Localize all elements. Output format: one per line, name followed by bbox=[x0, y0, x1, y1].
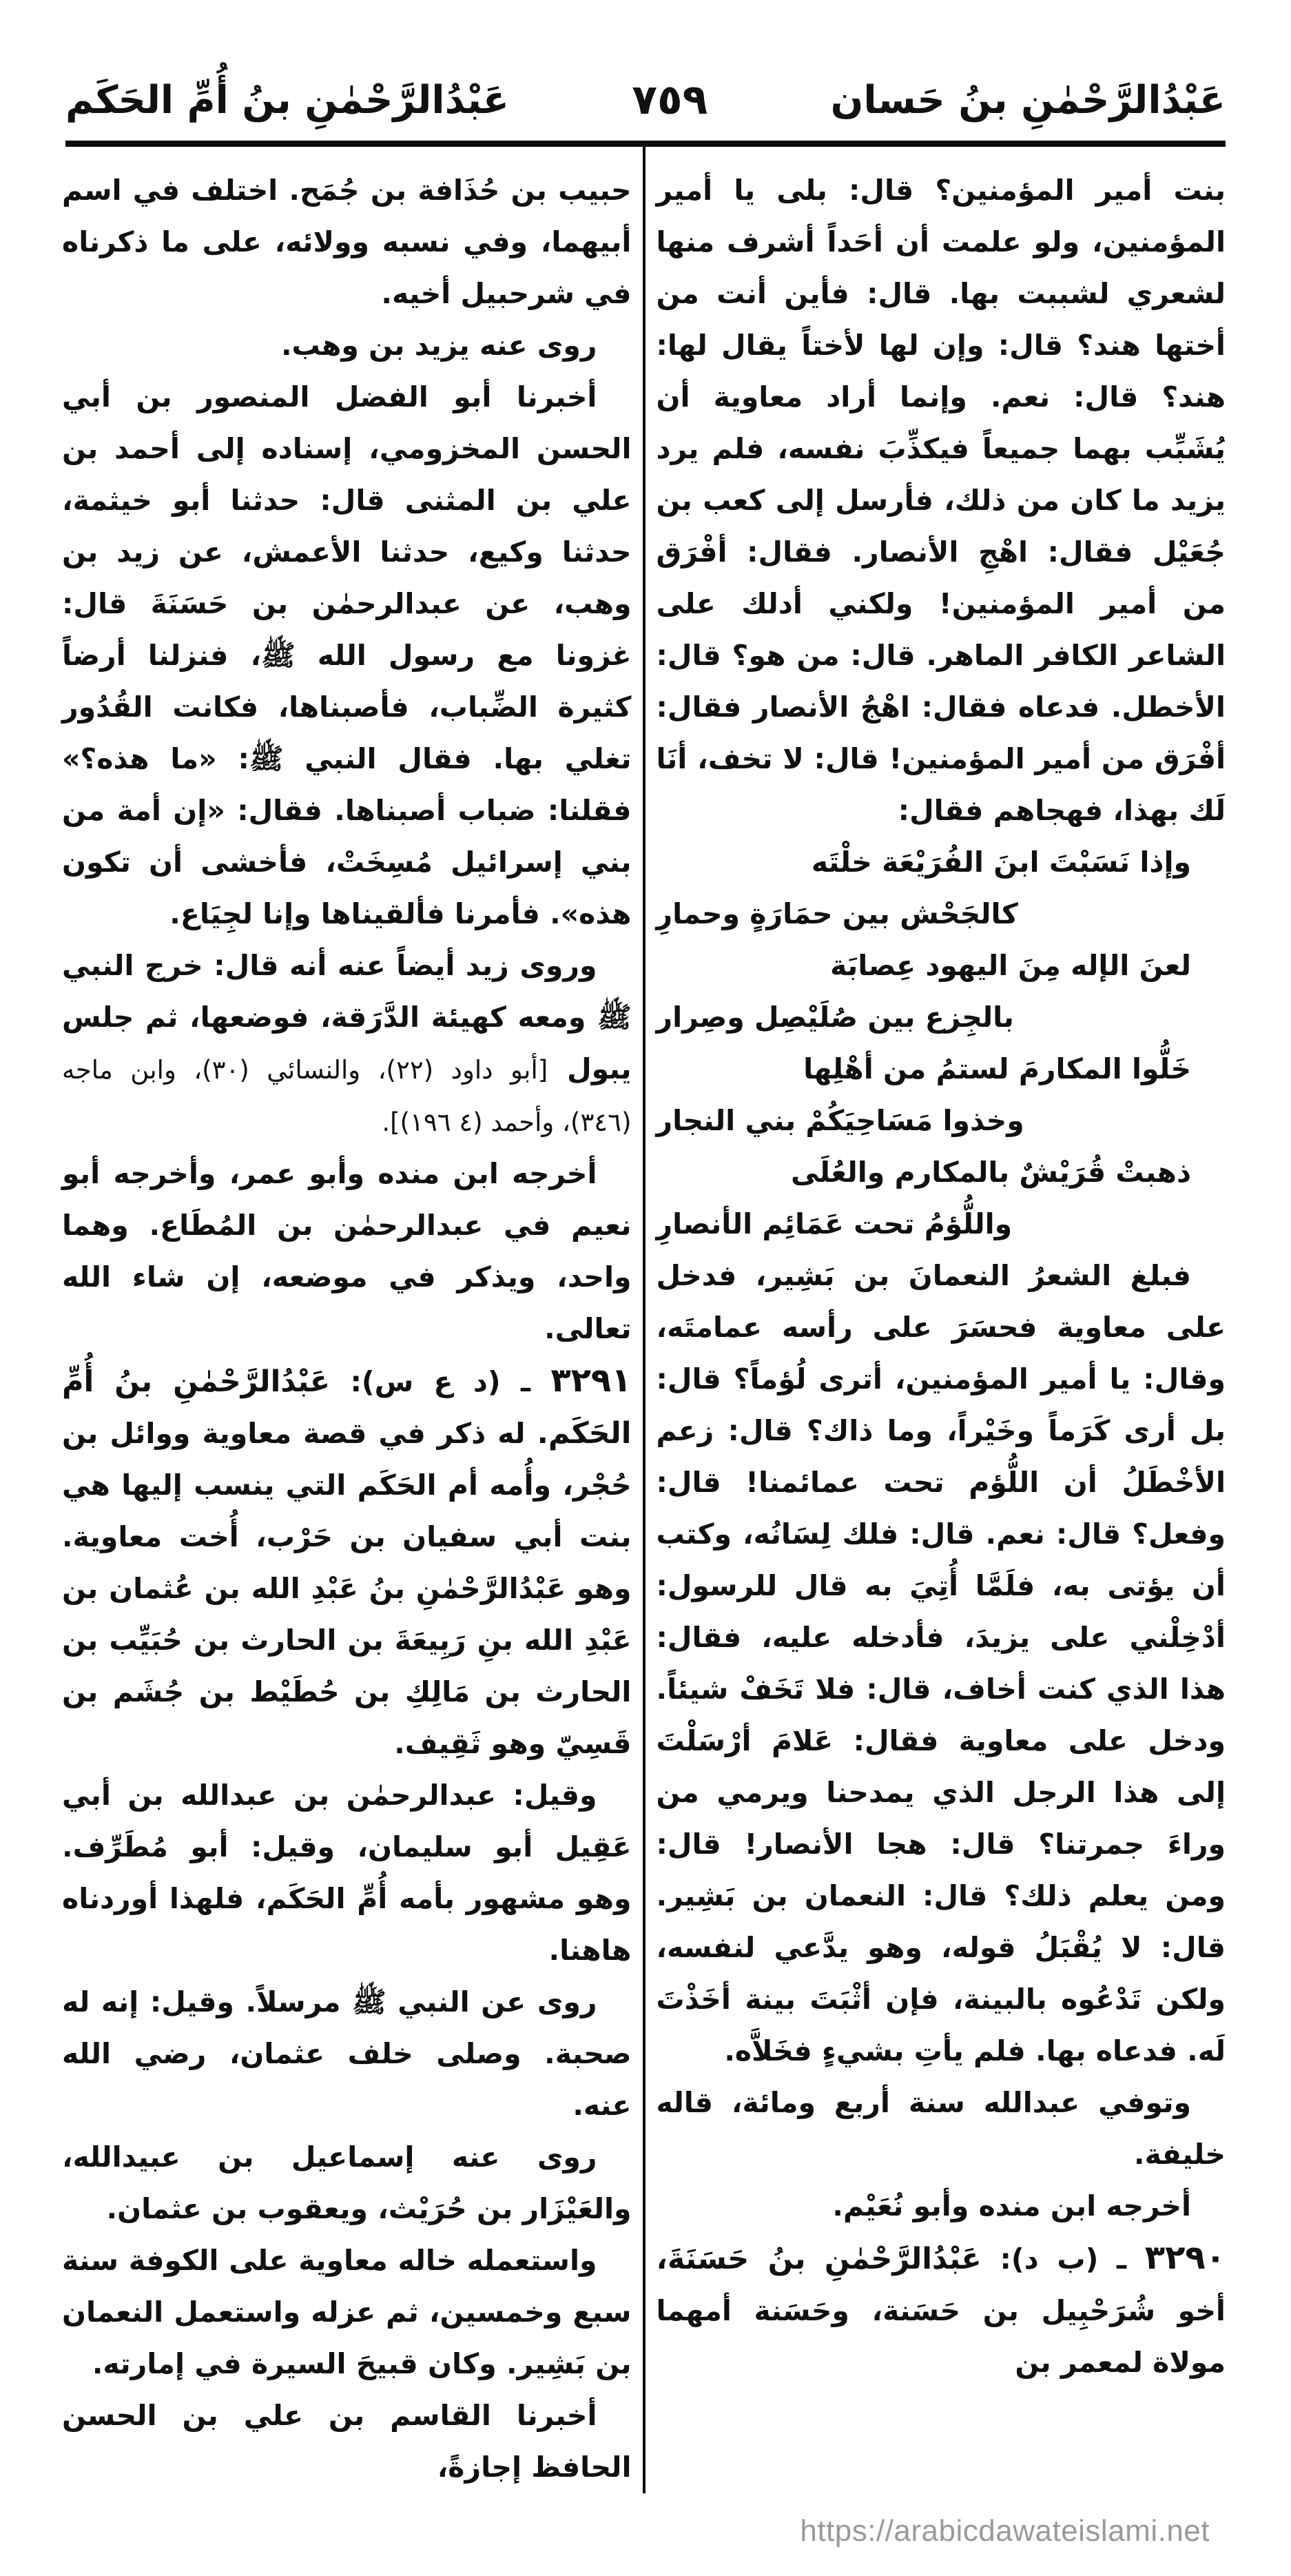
entry-number: ٣٢٩٠ bbox=[1144, 2238, 1226, 2277]
entry-text: له ذكر في قصة معاوية ووائل بن حُجْر، وأُمه أم الحَكَم التي ينسب إليها هي بنت أبي سفيان بن حَرْب، أُخت معاوية. وهو عَبْدُالرَّحْمٰنِ بنُ عَبْدِ الله بن عُثمان بن عَبْدِ الله بنِ رَبِيعَةَ بن الحارث بن حُبَيِّب بن الحارث بن مَالِكِ بن حُطَيْط بن جُشَم بن قَسِيّ وهو ثَقِيف. bbox=[62, 1417, 632, 1760]
header-rule bbox=[65, 141, 1226, 147]
entry-text: أخو شُرَحْبِيل بن حَسَنة، وحَسَنة أمهما مولاة لمعمر بن bbox=[656, 2294, 1226, 2379]
paragraph: وتوفي عبدالله سنة أربع ومائة، قاله خليفة. bbox=[656, 2086, 1226, 2171]
paragraph: روى عنه يزيد بن وهب. bbox=[280, 329, 597, 362]
verse-line bbox=[657, 1043, 1226, 1095]
hemistich: خَلُّوا المكارمَ لستمُ من أهْلِها bbox=[803, 1052, 1191, 1085]
entry-sigla: ـ (ب د): bbox=[1000, 2242, 1127, 2276]
narration-text: فأمرنا فألقيناها وإنا لجِيَاع. bbox=[169, 897, 540, 930]
hemistich: كالجَحْش بين حمَارَةٍ وحمارِ bbox=[656, 897, 1018, 930]
hemistich: لعنَ الإله مِنَ اليهود عِصابَة bbox=[830, 949, 1191, 982]
verse-line bbox=[657, 1198, 1226, 1250]
narration-text: فقلنا: ضباب أصبناها. فقال: bbox=[237, 794, 632, 827]
paragraph: فبلغ الشعرُ النعمانَ بن بَشِير، فدخل على معاوية فحسَرَ على رأسه عمامتَه، وقال: يا أمير المؤمنين، أترى لُؤماً؟ قال: بل أرى كَرَماً وخَيْراً، وما ذاك؟ قال: زعم الأخْطَلُ أن اللُّؤم تحت عمائمنا! قال: وفعل؟ قال: نعم. قال: فلك لِسَانُه، وكتب أن يؤتى به، فلَمَّا أُتِيَ به قال للرسول: أدْخِلْني على يزيدَ، فأدخله عليه، فقال: هذا الذي كنت أخاف، قال: فلا تَخَفْ شيئاً. ودخل على معاوية فقال: عَلامَ أرْسَلْتَ إلى هذا الرجل الذي يمدحنا ويرمي من وراءَ جمرتنا؟ قال: هجا الأنصار! قال: ومن يعلم ذلك؟ قال: النعمان بن بَشِير. قال: لا يُقْبَلُ قوله، وهو يدَّعي لنفسه، ولكن تَدْعُوه بالبينة، فإن أثْبَتَ بينة أخَذْتَ لَه. فدعاه بها. فلم يأتِ بشيءٍ فخَلاَّه. bbox=[656, 1259, 1226, 2067]
two-column-body bbox=[62, 147, 1226, 2493]
reference-citation: [أبو داود (٢٢)، والنسائي (٣٠)، وابن ماجه (٣٤٦)، وأحمد (٤ ١٩٦)]. bbox=[62, 1055, 632, 1137]
hemistich: واللُّؤمُ تحت عَمَائِم الأنصارِ bbox=[656, 1207, 1013, 1240]
hadith-paragraph bbox=[62, 371, 632, 940]
paragraph: روى عن النبي ﷺ مرسلاً. وقيل: إنه له صحبة. وصلى خلف عثمان، رضي الله عنه. bbox=[62, 1985, 632, 2122]
hemistich: بالجِزع بين صُلَيْصِل وصِرار bbox=[656, 1001, 1014, 1034]
entry-name: عَبْدُالرَّحْمٰنِ بنُ أُمِّ الحَكَم. bbox=[62, 1364, 632, 1451]
paragraph: بنت أمير المؤمنين؟ قال: بلى يا أمير المؤمنين، ولو علمت أن أحَداً أشرف منها لشعري لشببت بها. قال: فأين أنت من أختها هند؟ قال: وإن لها لأختاً يقال لها: هند؟ قال: نعم. وإنما أراد معاوية أن يُشَبِّب بهما جميعاً فيكذِّبَ نفسه، فلم يرد يزيد ما كان من ذلك، فأرسل إلى كعب بن جُعَيْل فقال: اهْجِ الأنصار. فقال: أفْرَق من أمير المؤمنين! ولكني أدلك على الشاعر الكافر الماهر. قال: من هو؟ قال: الأخطل. فدعاه فقال: اهْجُ الأنصار فقال: أفْرَق من أمير المؤمنين! قال: لا تخف، أنَا لَك بهذا، فهجاهم فقال: bbox=[656, 174, 1226, 827]
entry-3291 bbox=[62, 1355, 632, 1770]
hemistich: ذهبتْ قُرَيْشٌ بالمكارم والعُلَى bbox=[791, 1156, 1191, 1189]
hadith-quote: «إن أمة من بني إسرائيل مُسِخَتْ، فأخشى أن تكون هذه». bbox=[62, 794, 632, 930]
verse-line bbox=[657, 888, 1226, 940]
paragraph: روى عنه إسماعيل بن عبيدالله، والعَيْزَار بن حُرَيْث، ويعقوب بن عثمان. bbox=[62, 2140, 632, 2225]
verse-line bbox=[657, 1095, 1226, 1147]
entry-number: ٣٢٩١ bbox=[550, 1361, 632, 1400]
entry-3290 bbox=[657, 2232, 1226, 2389]
hemistich: وإذا نَسَبْتَ ابنَ الفُرَيْعَة خلْتَه bbox=[811, 846, 1191, 879]
poem bbox=[657, 837, 1226, 1250]
verse-line bbox=[657, 992, 1226, 1043]
left-column bbox=[62, 165, 632, 2493]
paragraph: واستعمله خاله معاوية على الكوفة سنة سبع وخمسين، ثم عزله واستعمل النعمان بن بَشِير. وكان قبيحَ السيرة في إمارته. bbox=[62, 2244, 632, 2380]
verse-line bbox=[657, 940, 1226, 992]
hemistich: وخذوا مَسَاحِيَكُمْ بني النجار bbox=[656, 1104, 1024, 1137]
entry-sigla: ـ (د ع س): bbox=[350, 1365, 530, 1398]
paragraph: وقيل: عبدالرحمٰن بن عبدالله بن أبي عَقِيل أبو سليمان، وقيل: أبو مُطَرِّف. وهو مشهور بأمه أُمِّ الحَكَم، فلهذا أوردناه هاهنا. bbox=[62, 1779, 632, 1967]
paragraph bbox=[62, 940, 632, 1148]
paragraph: أخبرنا القاسم بن علي بن الحسن الحافظ إجازةً، bbox=[62, 2399, 632, 2484]
isnad-text: أخبرنا أبو الفضل المنصور بن أبي الحسن المخزومي، إسناده إلى أحمد بن علي بن المثنى قال: حدثنا أبو خيثمة، حدثنا وكيع، حدثنا الأعمش، عن زيد بن وهب، عن عبدالرحمٰن بن حَسَنَةَ قال: غزونا مع رسول الله ﷺ، فنزلنا أرضاً كثيرة الضِّباب، فأصبناها، فكانت القُدُور تغلي بها. فقال النبي ﷺ: bbox=[62, 380, 632, 775]
narration-text: وروى زيد أيضاً عنه أنه قال: خرج النبي ﷺ ومعه كهيئة الدَّرَقة، فوضعها، ثم جلس يبول bbox=[62, 949, 632, 1085]
verse-line bbox=[657, 837, 1226, 888]
running-title-left: عَبْدُالرَّحْمٰنِ بنُ أُمِّ الحَكَم bbox=[65, 77, 510, 123]
right-column bbox=[657, 165, 1226, 2493]
paragraph: أخرجه ابن منده وأبو عمر، وأخرجه أبو نعيم في عبدالرحمٰن بن المُطَاع. وهما واحد، ويذكر في موضعه، إن شاء الله تعالى. bbox=[62, 1157, 632, 1345]
paragraph: أخرجه ابن منده وأبو نُعَيْم. bbox=[832, 2189, 1191, 2222]
entry-name: عَبْدُالرَّحْمٰنِ بنُ حَسَنَةَ، bbox=[656, 2242, 982, 2276]
verse-line bbox=[657, 1147, 1226, 1198]
column-divider bbox=[643, 147, 646, 2493]
paragraph: حبيب بن حُذَافة بن جُمَح. اختلف في اسم أبيهما، وفي نسبه وولائه، على ما ذكرناه في شرحبيل أخيه. bbox=[62, 174, 632, 310]
watermark-url: https://arabicdawateislami.net bbox=[800, 2514, 1210, 2548]
running-header bbox=[65, 0, 1226, 138]
page-number: ٧٥٩ bbox=[632, 76, 708, 124]
hadith-quote: «ما هذه؟» bbox=[62, 742, 217, 775]
running-title-right: عَبْدُالرَّحْمٰنِ بنُ حَسان bbox=[830, 77, 1226, 123]
